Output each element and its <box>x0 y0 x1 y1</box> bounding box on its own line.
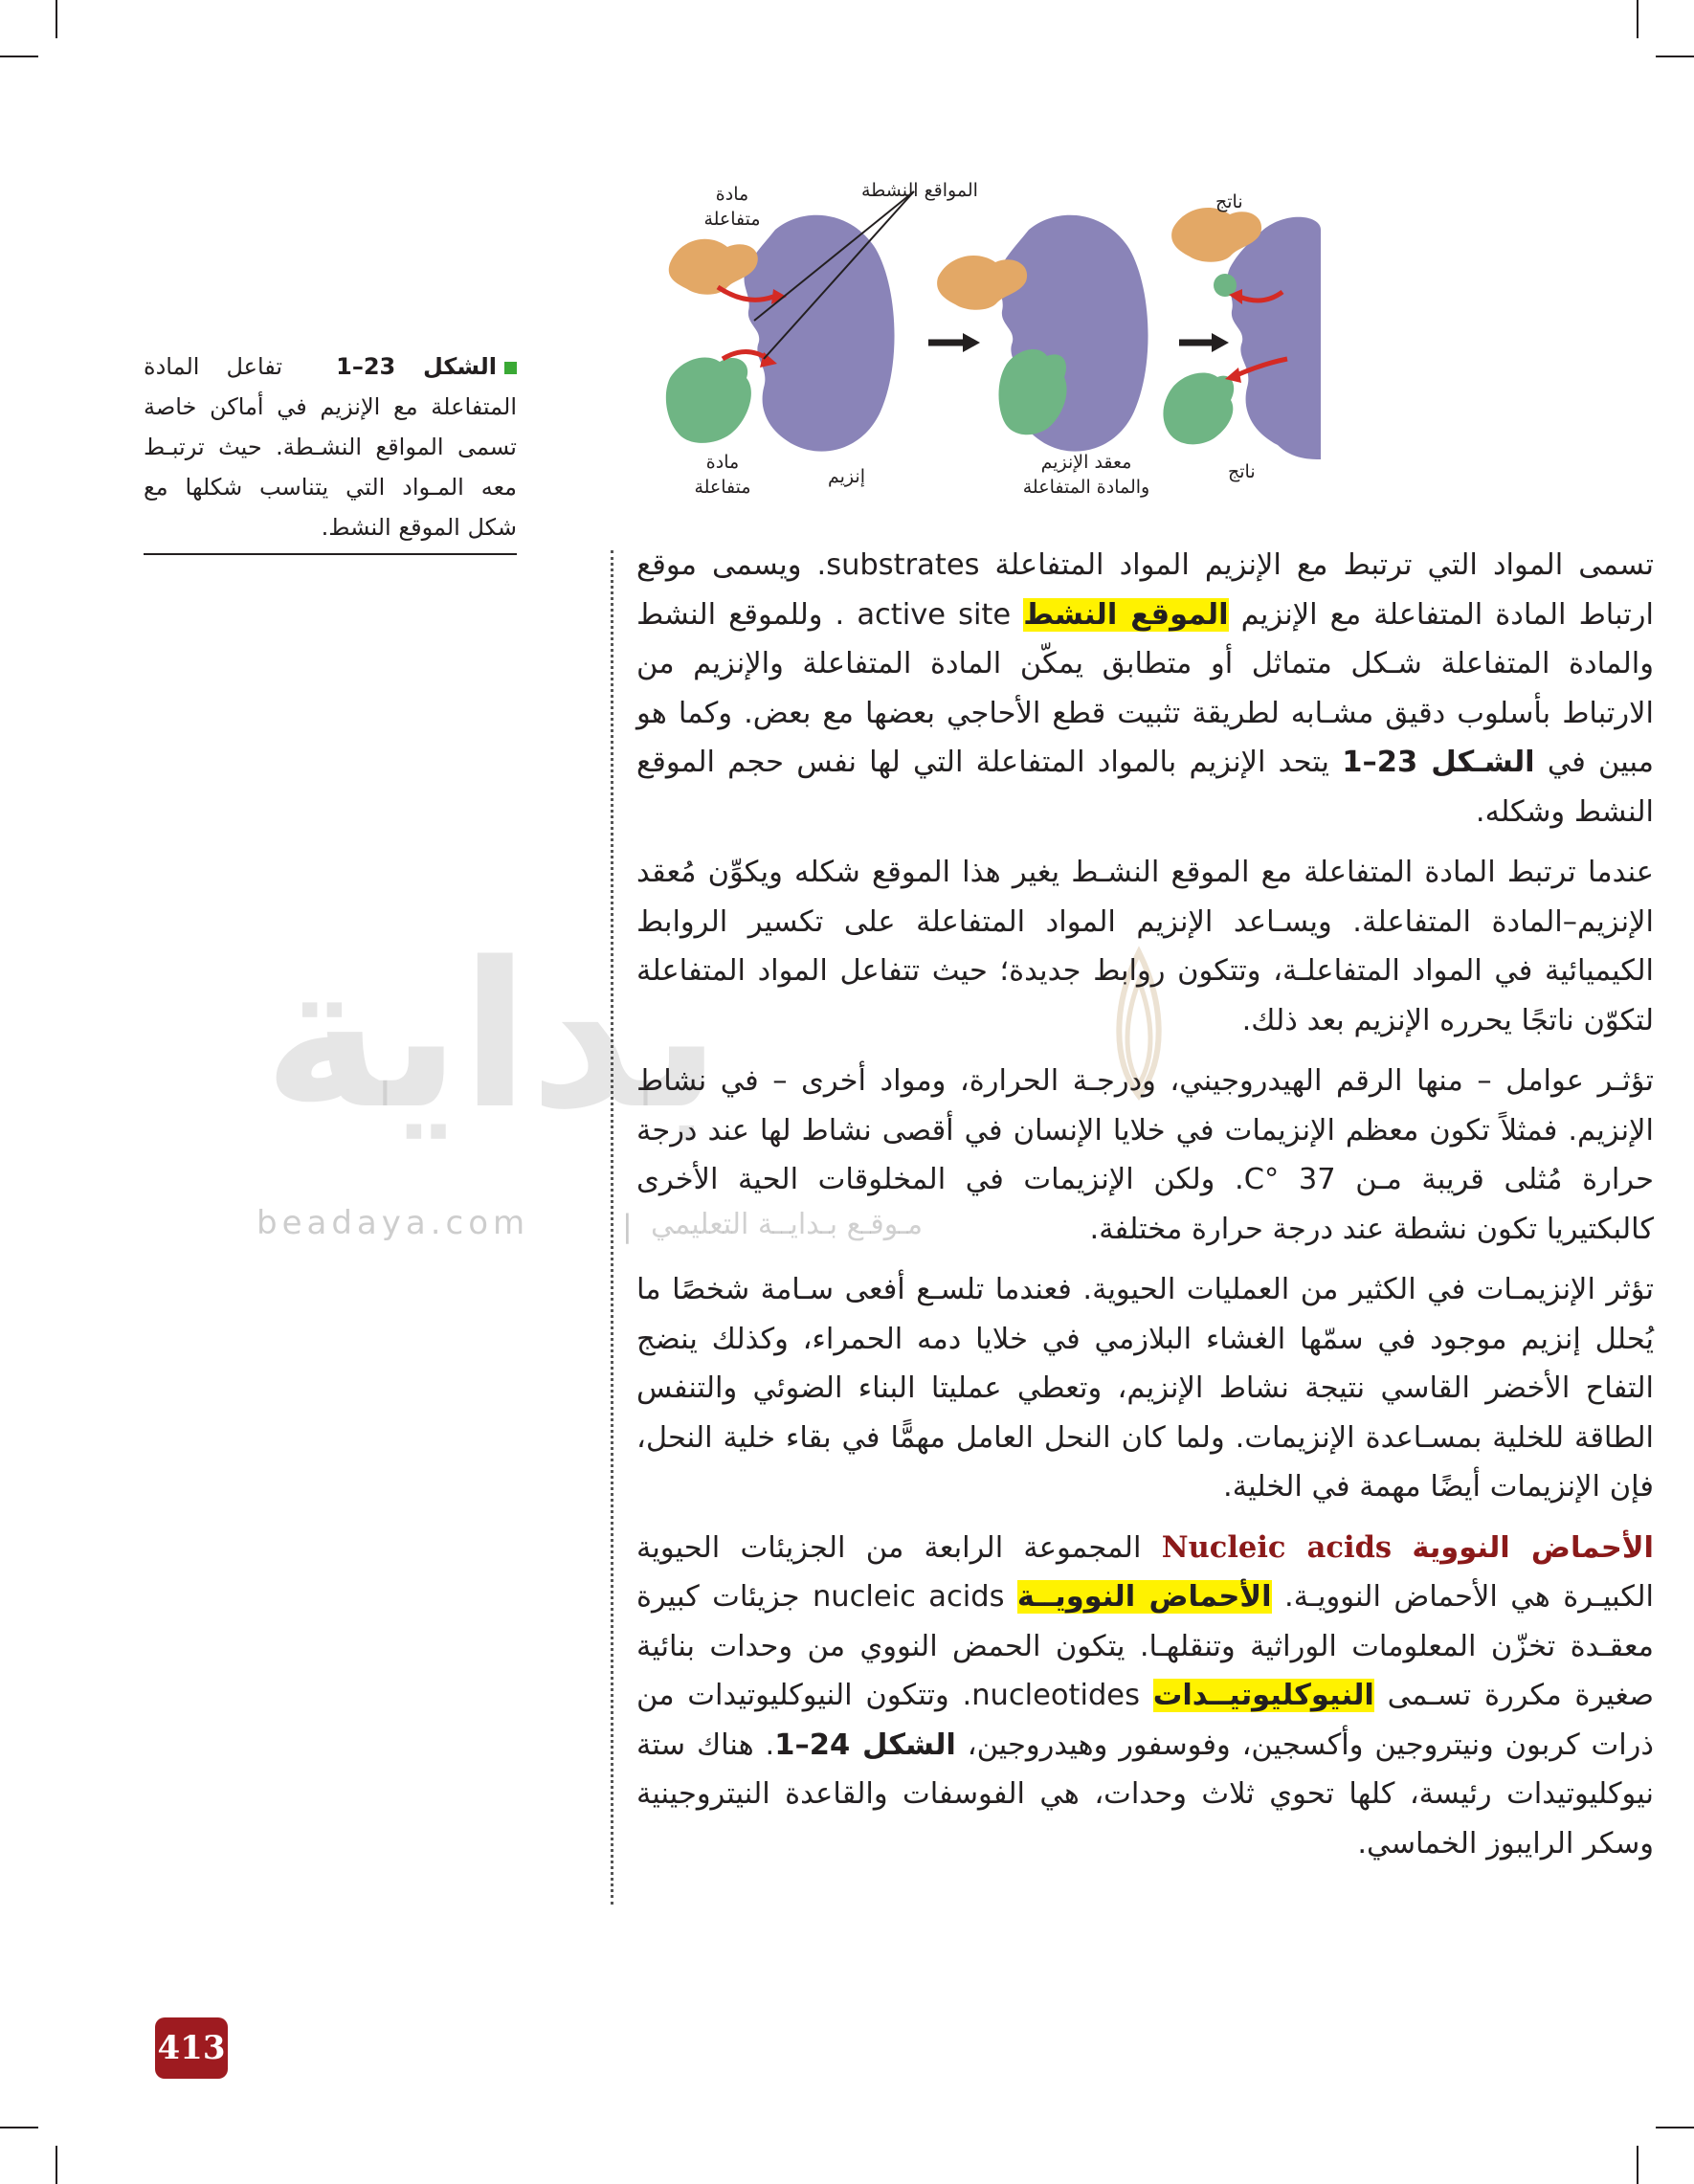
caption-figure-ref: الشكل 23–1 <box>336 353 497 380</box>
column-divider <box>611 550 613 1905</box>
crop-mark-bl-h <box>0 2127 38 2128</box>
figure-ref-23: الشـكل 23–1 <box>1342 746 1535 779</box>
caption-square-icon <box>504 362 517 374</box>
product-green <box>1163 373 1234 445</box>
term-nucleic-acids: الأحماض النوويــة <box>1016 1580 1272 1614</box>
label-complex: معقد الإنزيم والمادة المتفاعلة <box>1022 452 1150 498</box>
paragraph-3: تؤثـر عوامل – منها الرقم الهيدروجيني، ودرجـة الحرارة، ومواد أخرى – في نشاط الإنزيم. فمثلاً تكون معظم الإنزيمات في خلايا الإنسان في أقصى نشاط لها عند درجة حرارة مُثلى قريبة مـن 37 °C. ولكن الإنزيمات في المخلوقات الحية الأخرى كالبكتيريا تكون نشطة عند درجة حرارة مختلفة. <box>636 1064 1654 1246</box>
crop-mark-br-h <box>1656 2127 1694 2128</box>
crop-mark-tr-v <box>1637 0 1638 38</box>
paragraph-2: عندما ترتبط المادة المتفاعلة مع الموقع النشـط يغير هذا الموقع شكله ويكوِّن مُعقد الإنزيم–المادة المتفاعلة. ويسـاعد الإنزيم المواد المتفاعلة على تكسير الروابط الكيميائية في المواد المتفاعلـة، وتتكون روابط جديدة؛ حيث تتفاعل المواد المتفاعلة لتكوّن ناتجًا يحرره الإنزيم بعد ذلك. <box>636 856 1654 1037</box>
term-nucleotides: النيوكليوتيــدات <box>1152 1679 1374 1712</box>
caption-text: تفاعل المادة المتفاعلة مع الإنزيم في أماكن خاصة تسمى المواقع النشـطة. حيث ترتبـط معه المـواد التي يتناسب شكلها مع شكل الموقع النشط. <box>144 353 517 541</box>
heading-nucleic-acids: الأحماض النووية <box>1412 1530 1654 1565</box>
term-active-site: الموقع النشط <box>1023 597 1229 632</box>
watermark-url: beadaya.com <box>256 1204 530 1242</box>
paragraph-4: تؤثر الإنزيمـات في الكثير من العمليات الحيوية. فعندما تلسـع أفعى سـامة شخصًا ما يُحلل إنزيم موجود في سمّها الغشاء البلازمي في خلايا دمه الحمراء، وكذلك ينضج التفاح الأخضر القاسي نتيجة نشاط الإنزيم، وتعطي عمليتا البناء الضوئي والتنفس الطاقة للخلية بمسـاعدة الإنزيمات. ولما كان النحل العامل مهمًّا في بقاء خلية النحل، فإن الإنزيمات أيضًا مهمة في الخلية. <box>636 1273 1654 1504</box>
paragraph-5: الأحماض النووية Nucleic acids المجموعة الرابعة من الجزيئات الحيوية الكبيـرة هي الأحماض النوويـة. الأحماض النوويــة nucleic acids جزيئات كبيرة معقـدة تخزّن المعلومات الوراثية وتنقلهـا. يتكون الحمض النووي من وحدات بنائية صغيرة مكررة تسـمى النيوكليوتيــدات nucleotides. وتتكون النيوكليوتيدات من ذرات كربون ونيتروجين وأكسجين، وفوسفور وهيدروجين، الشكل 24–1. هناك ستة نيوكليوتيدات رئيسة، كلها تحوي ثلاث وحدات، هي الفوسفات والقاعدة النيتروجينية وسكر الرايبوز الخماسي. <box>636 1529 1655 1861</box>
enzyme-shape-3 <box>1227 217 1321 459</box>
page-number: 413 <box>155 2017 228 2079</box>
label-enzyme: إنزيم <box>828 466 865 487</box>
label-active-sites: المواقع النشطة <box>861 180 978 201</box>
substrate-green-1 <box>666 357 751 442</box>
figure-caption <box>144 346 517 555</box>
watermark-arabic: بداية <box>263 919 722 1153</box>
crop-mark-tl-v <box>56 0 57 38</box>
enzyme-shape-1 <box>744 215 894 452</box>
label-product-top: ناتج <box>1215 191 1243 212</box>
substrate-orange-1 <box>669 239 758 295</box>
figure-ref-24: الشكل 24–1 <box>774 1727 956 1762</box>
label-substrate-bottom: مادة متفاعلة <box>694 452 751 498</box>
body-text <box>636 541 1654 1880</box>
crop-mark-tr-h <box>1656 56 1694 57</box>
paragraph-1: تسمى المواد التي ترتبط مع الإنزيم المواد المتفاعلة substrates. ويسمى موقع ارتباط المادة المتفاعلة مع الإنزيم الموقع النشط active site . وللموقع النشط والمادة المتفاعلة شـكل متماثل أو متطابق يمكّن المادة المتفاعلة والإنزيم من الارتباط بأسلوب دقيق مشـابه لطريقة تثبيت قطع الأحاجي بعضها مع بعض. وكما هو مبين في الشـكل 23–1 يتحد الإنزيم بالمواد المتفاعلة التي لها نفس حجم الموقع النشط وشكله. <box>636 548 1654 829</box>
crop-mark-bl-v <box>56 2146 57 2184</box>
crop-mark-tl-h <box>0 56 38 57</box>
watermark-subtitle: مـوقـع بـدايــة التعليمي <box>651 1208 924 1241</box>
label-substrate-top: مادة متفاعلة <box>703 184 761 230</box>
watermark-separator: | <box>622 1208 633 1244</box>
enzyme-figure <box>651 172 1321 517</box>
crop-mark-br-v <box>1637 2146 1638 2184</box>
label-product-bottom: ناتج <box>1228 461 1256 482</box>
